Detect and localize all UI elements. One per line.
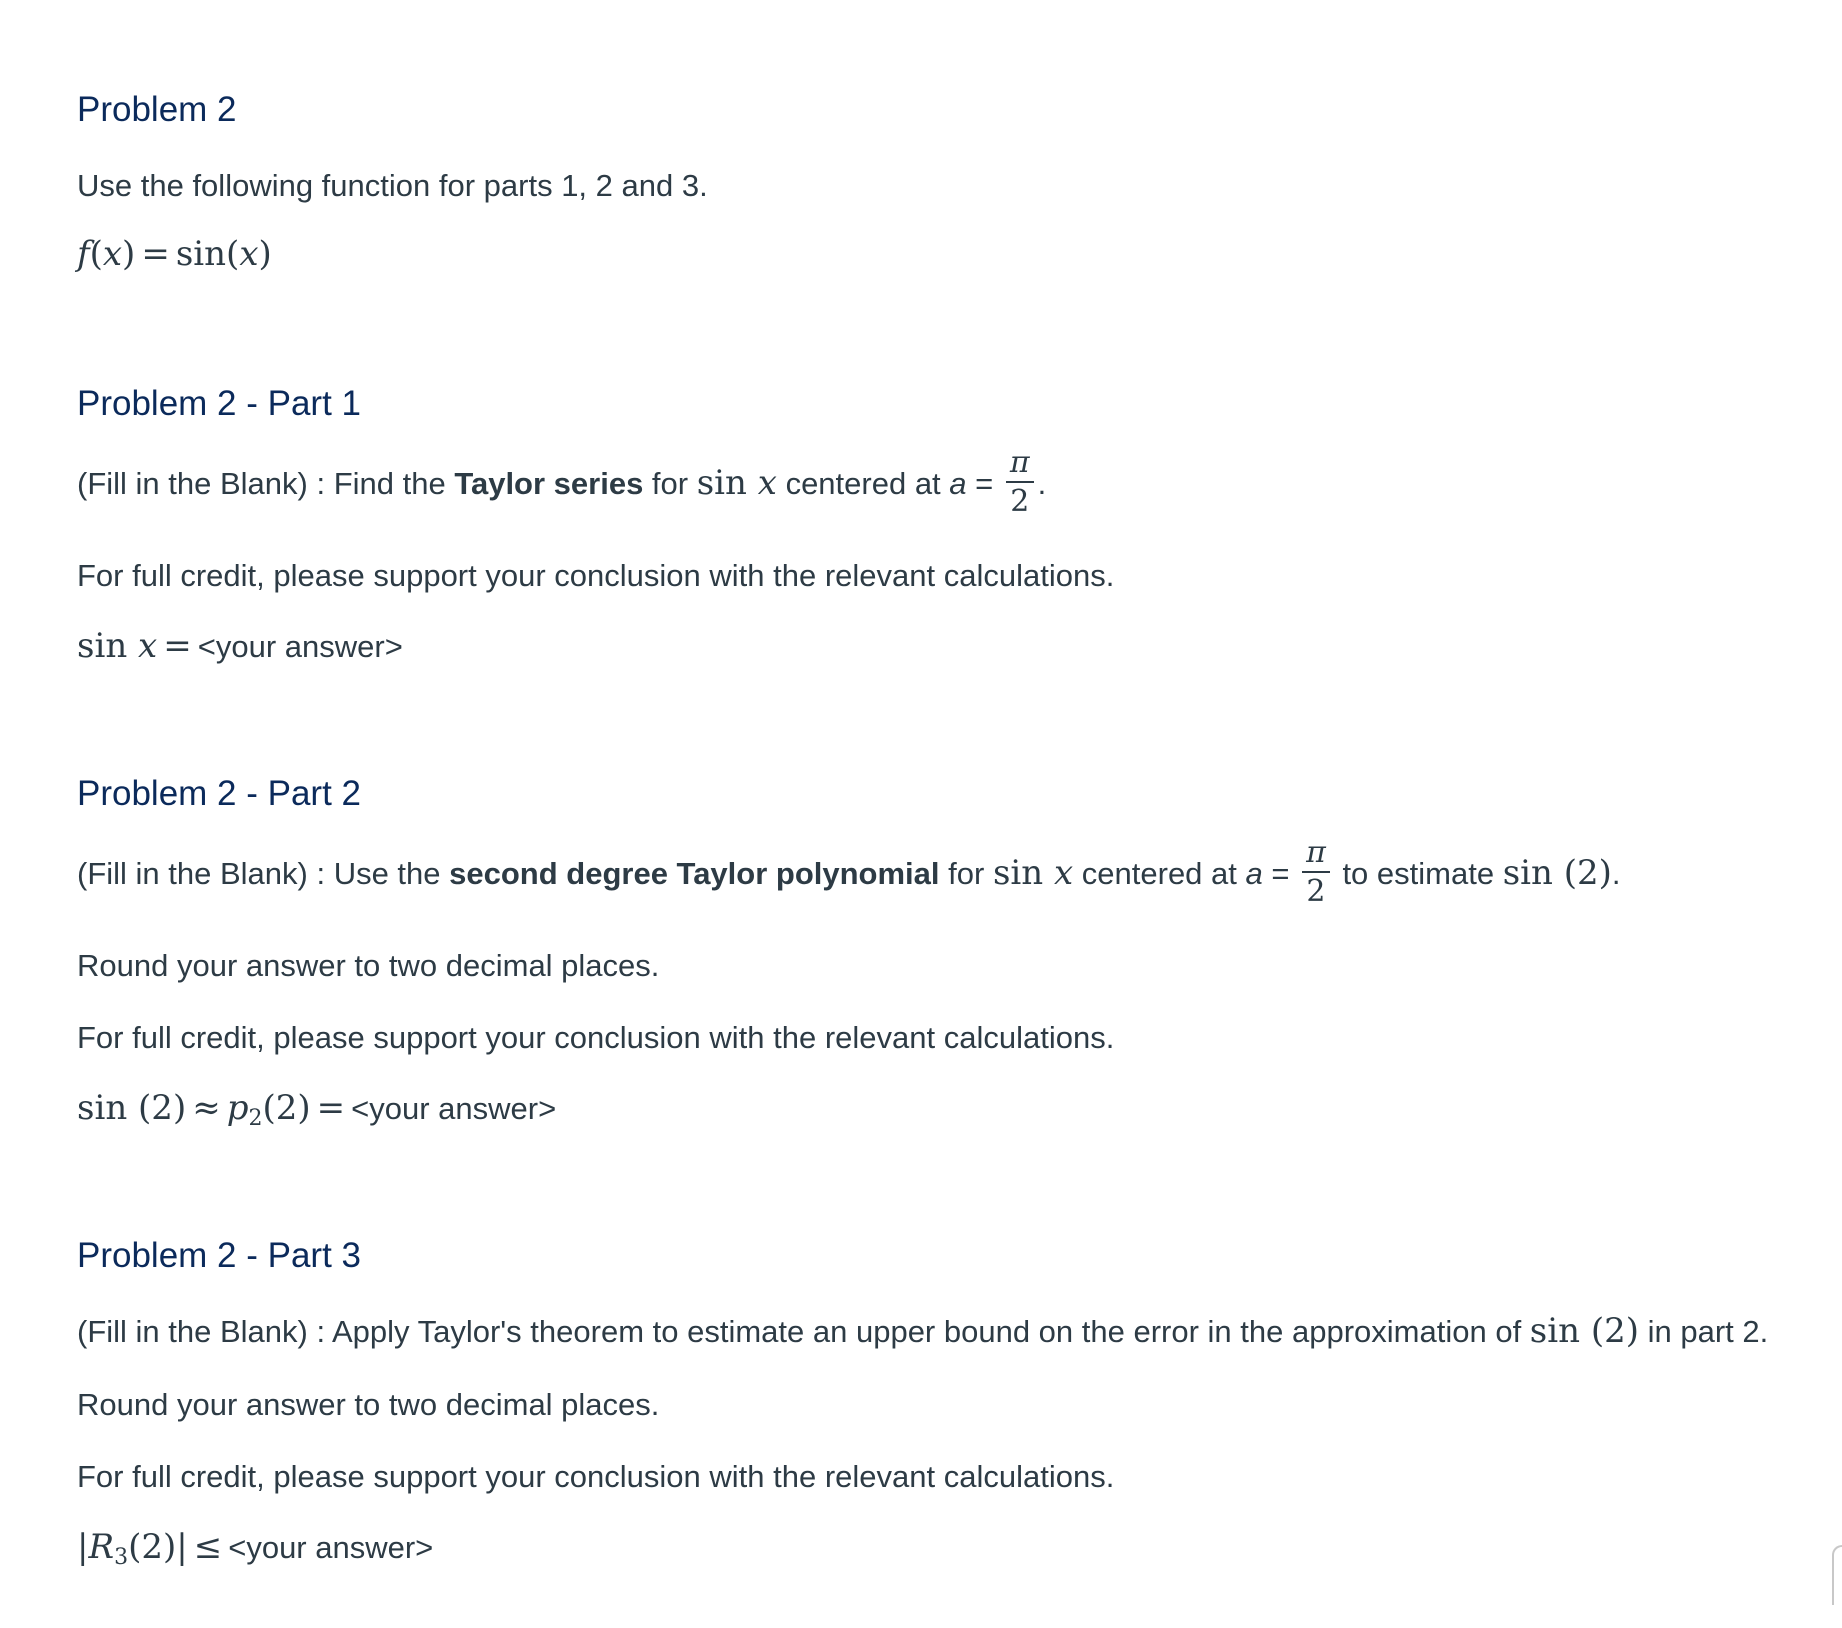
function-definition: f(x) = sin(x) bbox=[77, 234, 272, 274]
part2-to-estimate: to estimate bbox=[1333, 856, 1503, 892]
part1-bold-term: Taylor series bbox=[454, 466, 644, 502]
part1-math bbox=[697, 463, 777, 503]
part2-credit: For full credit, please support your conclusion with the relevant calculations. bbox=[77, 1020, 1115, 1055]
part3-answer-math: $|R_3(2)|$ ≤ bbox=[77, 1527, 223, 1570]
part2-answer-p: p bbox=[226, 1088, 249, 1128]
part1-answer bbox=[77, 626, 403, 666]
part2-answer-math: $\sin (2) \approx p_2(2)$ = bbox=[77, 1088, 346, 1131]
function-variable: x bbox=[102, 234, 123, 274]
part2-bold-term: second degree Taylor polynomial bbox=[449, 856, 940, 892]
part3-prefix: (Fill in the Blank) : Apply Taylor's theorem to estimate an upper bound on the error in the approximation of bbox=[77, 1314, 1530, 1349]
part1-answer-math: sin x = bbox=[77, 626, 192, 666]
part2-answer-fn: sin bbox=[77, 1088, 128, 1128]
part2-end: . bbox=[1611, 856, 1621, 892]
part3-math bbox=[1530, 1311, 1639, 1351]
part2-estimate-math bbox=[1503, 853, 1612, 893]
part3-suffix: in part 2. bbox=[1639, 1314, 1769, 1349]
part2-answer-blank[interactable]: <your answer> bbox=[351, 1091, 557, 1126]
part2-frac-den: 2 bbox=[1306, 874, 1326, 909]
part1-answer-blank[interactable]: <your answer> bbox=[197, 629, 403, 664]
part1-end: . bbox=[1037, 466, 1047, 502]
part3-question bbox=[77, 1311, 1769, 1351]
part2-round: Round your answer to two decimal places. bbox=[77, 948, 660, 983]
part2-math bbox=[993, 853, 1073, 893]
part1-fraction bbox=[1006, 446, 1034, 518]
part3-credit: For full credit, please support your conclusion with the relevant calculations. bbox=[77, 1459, 1115, 1494]
part1-answer-fn: sin bbox=[77, 626, 128, 666]
part1-frac-num: π bbox=[1006, 446, 1034, 483]
part3-answer-r: R bbox=[88, 1527, 115, 1567]
part2-prefix: (Fill in the Blank) : Use the bbox=[77, 856, 450, 892]
function-name: f bbox=[77, 234, 90, 274]
problem-intro: Use the following function for parts 1, 2 and 3. bbox=[77, 168, 708, 203]
part2-centered: centered at bbox=[1073, 856, 1246, 892]
part3-round: Round your answer to two decimal places. bbox=[77, 1387, 660, 1422]
part1-question bbox=[77, 445, 1047, 522]
part1-frac-den: 2 bbox=[1010, 484, 1030, 519]
part3-title: Problem 2 - Part 3 bbox=[77, 1236, 361, 1275]
part2-estimate-arg: (2) bbox=[1563, 853, 1612, 894]
part1-a-var: a bbox=[949, 466, 967, 502]
part3-answer-sub: 3 bbox=[114, 1545, 129, 1570]
scrollbar-corner[interactable] bbox=[1832, 1545, 1842, 1605]
part1-credit: For full credit, please support your conclusion with the relevant calculations. bbox=[77, 558, 1115, 593]
part2-mid: for bbox=[939, 856, 993, 892]
part2-a-var: a bbox=[1245, 856, 1263, 892]
part1-mid: for bbox=[643, 466, 697, 502]
part1-centered: centered at bbox=[776, 466, 950, 502]
part2-math-fn: sin bbox=[992, 853, 1044, 894]
part2-math-var: x bbox=[1053, 853, 1074, 894]
part2-answer-p-arg: (2) bbox=[262, 1088, 311, 1128]
part2-title: Problem 2 - Part 2 bbox=[77, 774, 361, 813]
part1-title: Problem 2 - Part 1 bbox=[77, 384, 361, 423]
part3-math-fn: sin bbox=[1529, 1311, 1581, 1351]
part1-math-var: x bbox=[757, 463, 777, 504]
part2-answer-arg: (2) bbox=[138, 1088, 187, 1128]
function-rhs-var: x bbox=[239, 234, 259, 274]
part3-answer bbox=[77, 1527, 434, 1570]
part1-prefix: (Fill in the Blank) : Find the bbox=[77, 466, 455, 502]
function-rhs-fn: sin bbox=[175, 234, 227, 274]
part1-answer-var: x bbox=[138, 626, 158, 666]
part3-math-arg: (2) bbox=[1590, 1311, 1640, 1351]
part2-fraction bbox=[1302, 836, 1330, 908]
problem-title: Problem 2 bbox=[77, 90, 237, 129]
part1-math-fn: sin bbox=[696, 463, 747, 504]
part2-estimate-fn: sin bbox=[1502, 853, 1553, 894]
part2-eq: = bbox=[1262, 856, 1299, 892]
part1-eq: = bbox=[966, 466, 1002, 502]
part2-answer-sub: 2 bbox=[248, 1106, 263, 1131]
part3-answer-blank[interactable]: <your answer> bbox=[228, 1530, 434, 1565]
part2-frac-num: π bbox=[1302, 836, 1330, 873]
part3-answer-arg: (2) bbox=[128, 1527, 177, 1567]
part2-answer bbox=[77, 1088, 557, 1131]
part2-question bbox=[77, 835, 1621, 912]
